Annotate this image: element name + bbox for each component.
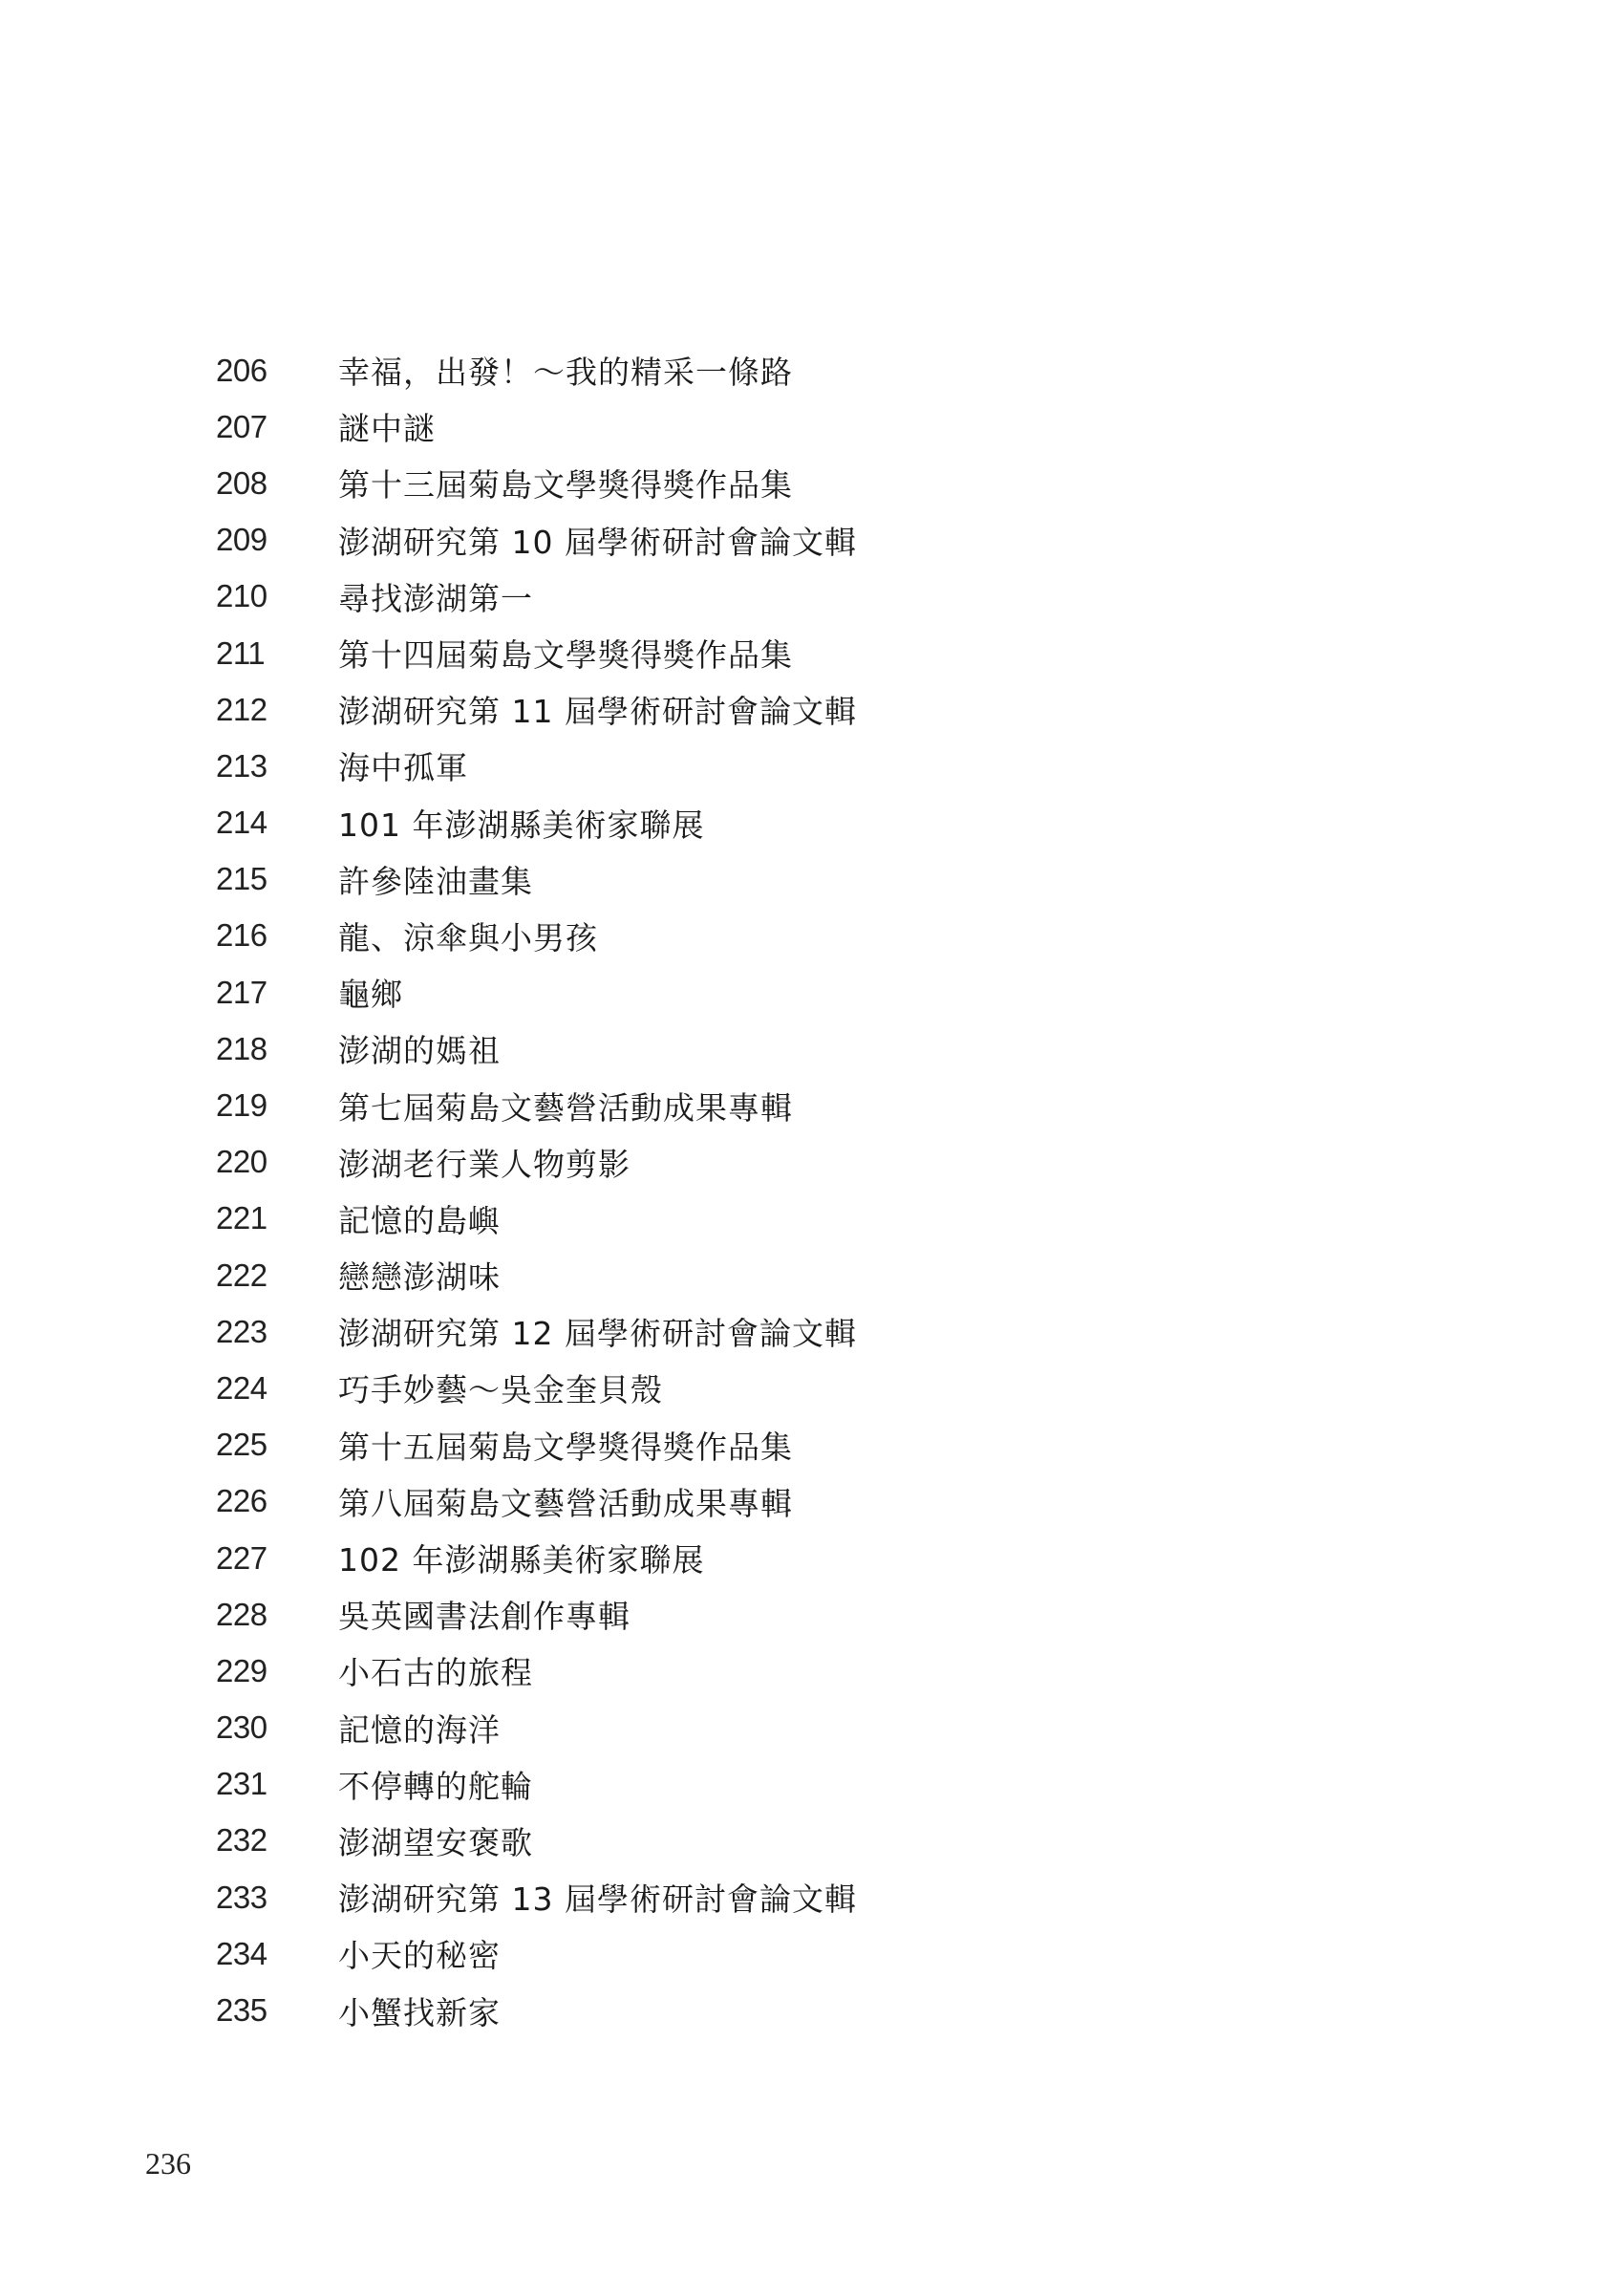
list-item [216,1813,857,1869]
entry-title: 尋找澎湖第一 [338,579,533,617]
entry-title: 吳英國書法創作專輯 [338,1598,630,1636]
entry-title: 澎湖老行業人物剪影 [338,1145,630,1183]
entry-title: 第十四屆菊島文學獎得獎作品集 [338,636,793,675]
entry-number: 208 [216,464,267,501]
entry-number: 216 [216,917,267,954]
entry-number: 213 [216,747,267,784]
list-item [216,1247,857,1303]
entry-number: 229 [216,1652,267,1688]
list-item [216,964,857,1021]
list-item [216,398,857,455]
entry-number: 212 [216,691,267,727]
list-item [216,1134,857,1191]
entry-number: 206 [216,352,267,388]
list-item [216,1077,857,1133]
entry-number: 231 [216,1766,267,1802]
list-item [216,1417,857,1473]
entry-number: 226 [216,1483,267,1519]
entry-title: 謎中謎 [338,410,436,448]
entry-number: 214 [216,805,267,841]
list-item [216,795,857,851]
entry-title: 許參陸油畫集 [338,862,533,900]
entry-title: 102 年澎湖縣美術家聯展 [338,1541,705,1580]
entry-title: 記憶的島嶼 [338,1201,501,1239]
list-item [216,908,857,964]
list-item [216,681,857,738]
entry-number: 223 [216,1313,267,1349]
entry-number: 209 [216,522,267,558]
page-number: 236 [145,2146,191,2181]
list-item [216,512,857,569]
list-item [216,1925,857,1982]
entry-title: 第七屆菊島文藝營活動成果專輯 [338,1088,793,1127]
entry-title: 海中孤軍 [338,749,468,787]
entry-number: 225 [216,1427,267,1463]
entry-title: 澎湖望安褒歌 [338,1823,533,1861]
entry-number: 227 [216,1539,267,1576]
list-item [216,1982,857,2038]
entry-number: 233 [216,1879,267,1915]
list-item [216,342,857,398]
entry-title: 澎湖研究第 11 屆學術研討會論文輯 [338,693,857,731]
entry-title: 巧手妙藝～吳金奎貝殼 [338,1371,663,1409]
list-item [216,1700,857,1756]
list-item [216,738,857,794]
entry-number: 228 [216,1596,267,1632]
list-item [216,1473,857,1530]
entry-number: 222 [216,1257,267,1293]
entry-number: 218 [216,1030,267,1066]
entry-title: 第十五屆菊島文學獎得獎作品集 [338,1428,793,1466]
entry-title: 龜鄉 [338,976,403,1014]
list-item [216,1360,857,1416]
list-item [216,1530,857,1586]
list-item [216,455,857,511]
entry-title: 記憶的海洋 [338,1710,501,1749]
entry-number: 234 [216,1935,267,1971]
entry-title: 101 年澎湖縣美術家聯展 [338,806,705,844]
entry-number: 215 [216,861,267,897]
entry-number: 221 [216,1200,267,1236]
list-item [216,569,857,625]
entry-number: 217 [216,974,267,1010]
entry-title: 戀戀澎湖味 [338,1258,501,1297]
list-item [216,625,857,681]
list-item [216,1643,857,1699]
entry-title: 澎湖研究第 10 屆學術研討會論文輯 [338,523,857,561]
entry-title: 第八屆菊島文藝營活動成果專輯 [338,1484,793,1522]
entry-number: 211 [216,634,266,671]
entry-number: 220 [216,1144,267,1180]
list-item [216,1303,857,1360]
entry-title: 龍、涼傘與小男孩 [338,918,598,956]
entry-number: 235 [216,1992,267,2029]
list-item [216,1869,857,1925]
entry-number: 224 [216,1369,267,1406]
list-item [216,1756,857,1813]
entry-title: 澎湖研究第 13 屆學術研討會論文輯 [338,1880,857,1919]
entry-title: 小石古的旅程 [338,1654,533,1692]
entry-title: 澎湖的媽祖 [338,1032,501,1070]
entry-title: 幸福，出發！～我的精采一條路 [338,354,793,392]
publication-list [216,342,857,2039]
entry-number: 232 [216,1822,267,1859]
entry-title: 第十三屆菊島文學獎得獎作品集 [338,466,793,505]
entry-number: 210 [216,578,267,614]
list-item [216,851,857,908]
entry-number: 219 [216,1087,267,1124]
entry-title: 小天的秘密 [338,1937,501,1975]
list-item [216,1191,857,1247]
list-item [216,1586,857,1643]
entry-title: 小蟹找新家 [338,1993,501,2031]
entry-number: 207 [216,408,267,444]
entry-title: 不停轉的舵輪 [338,1767,533,1805]
entry-number: 230 [216,1709,267,1746]
entry-title: 澎湖研究第 12 屆學術研討會論文輯 [338,1315,857,1353]
list-item [216,1021,857,1077]
